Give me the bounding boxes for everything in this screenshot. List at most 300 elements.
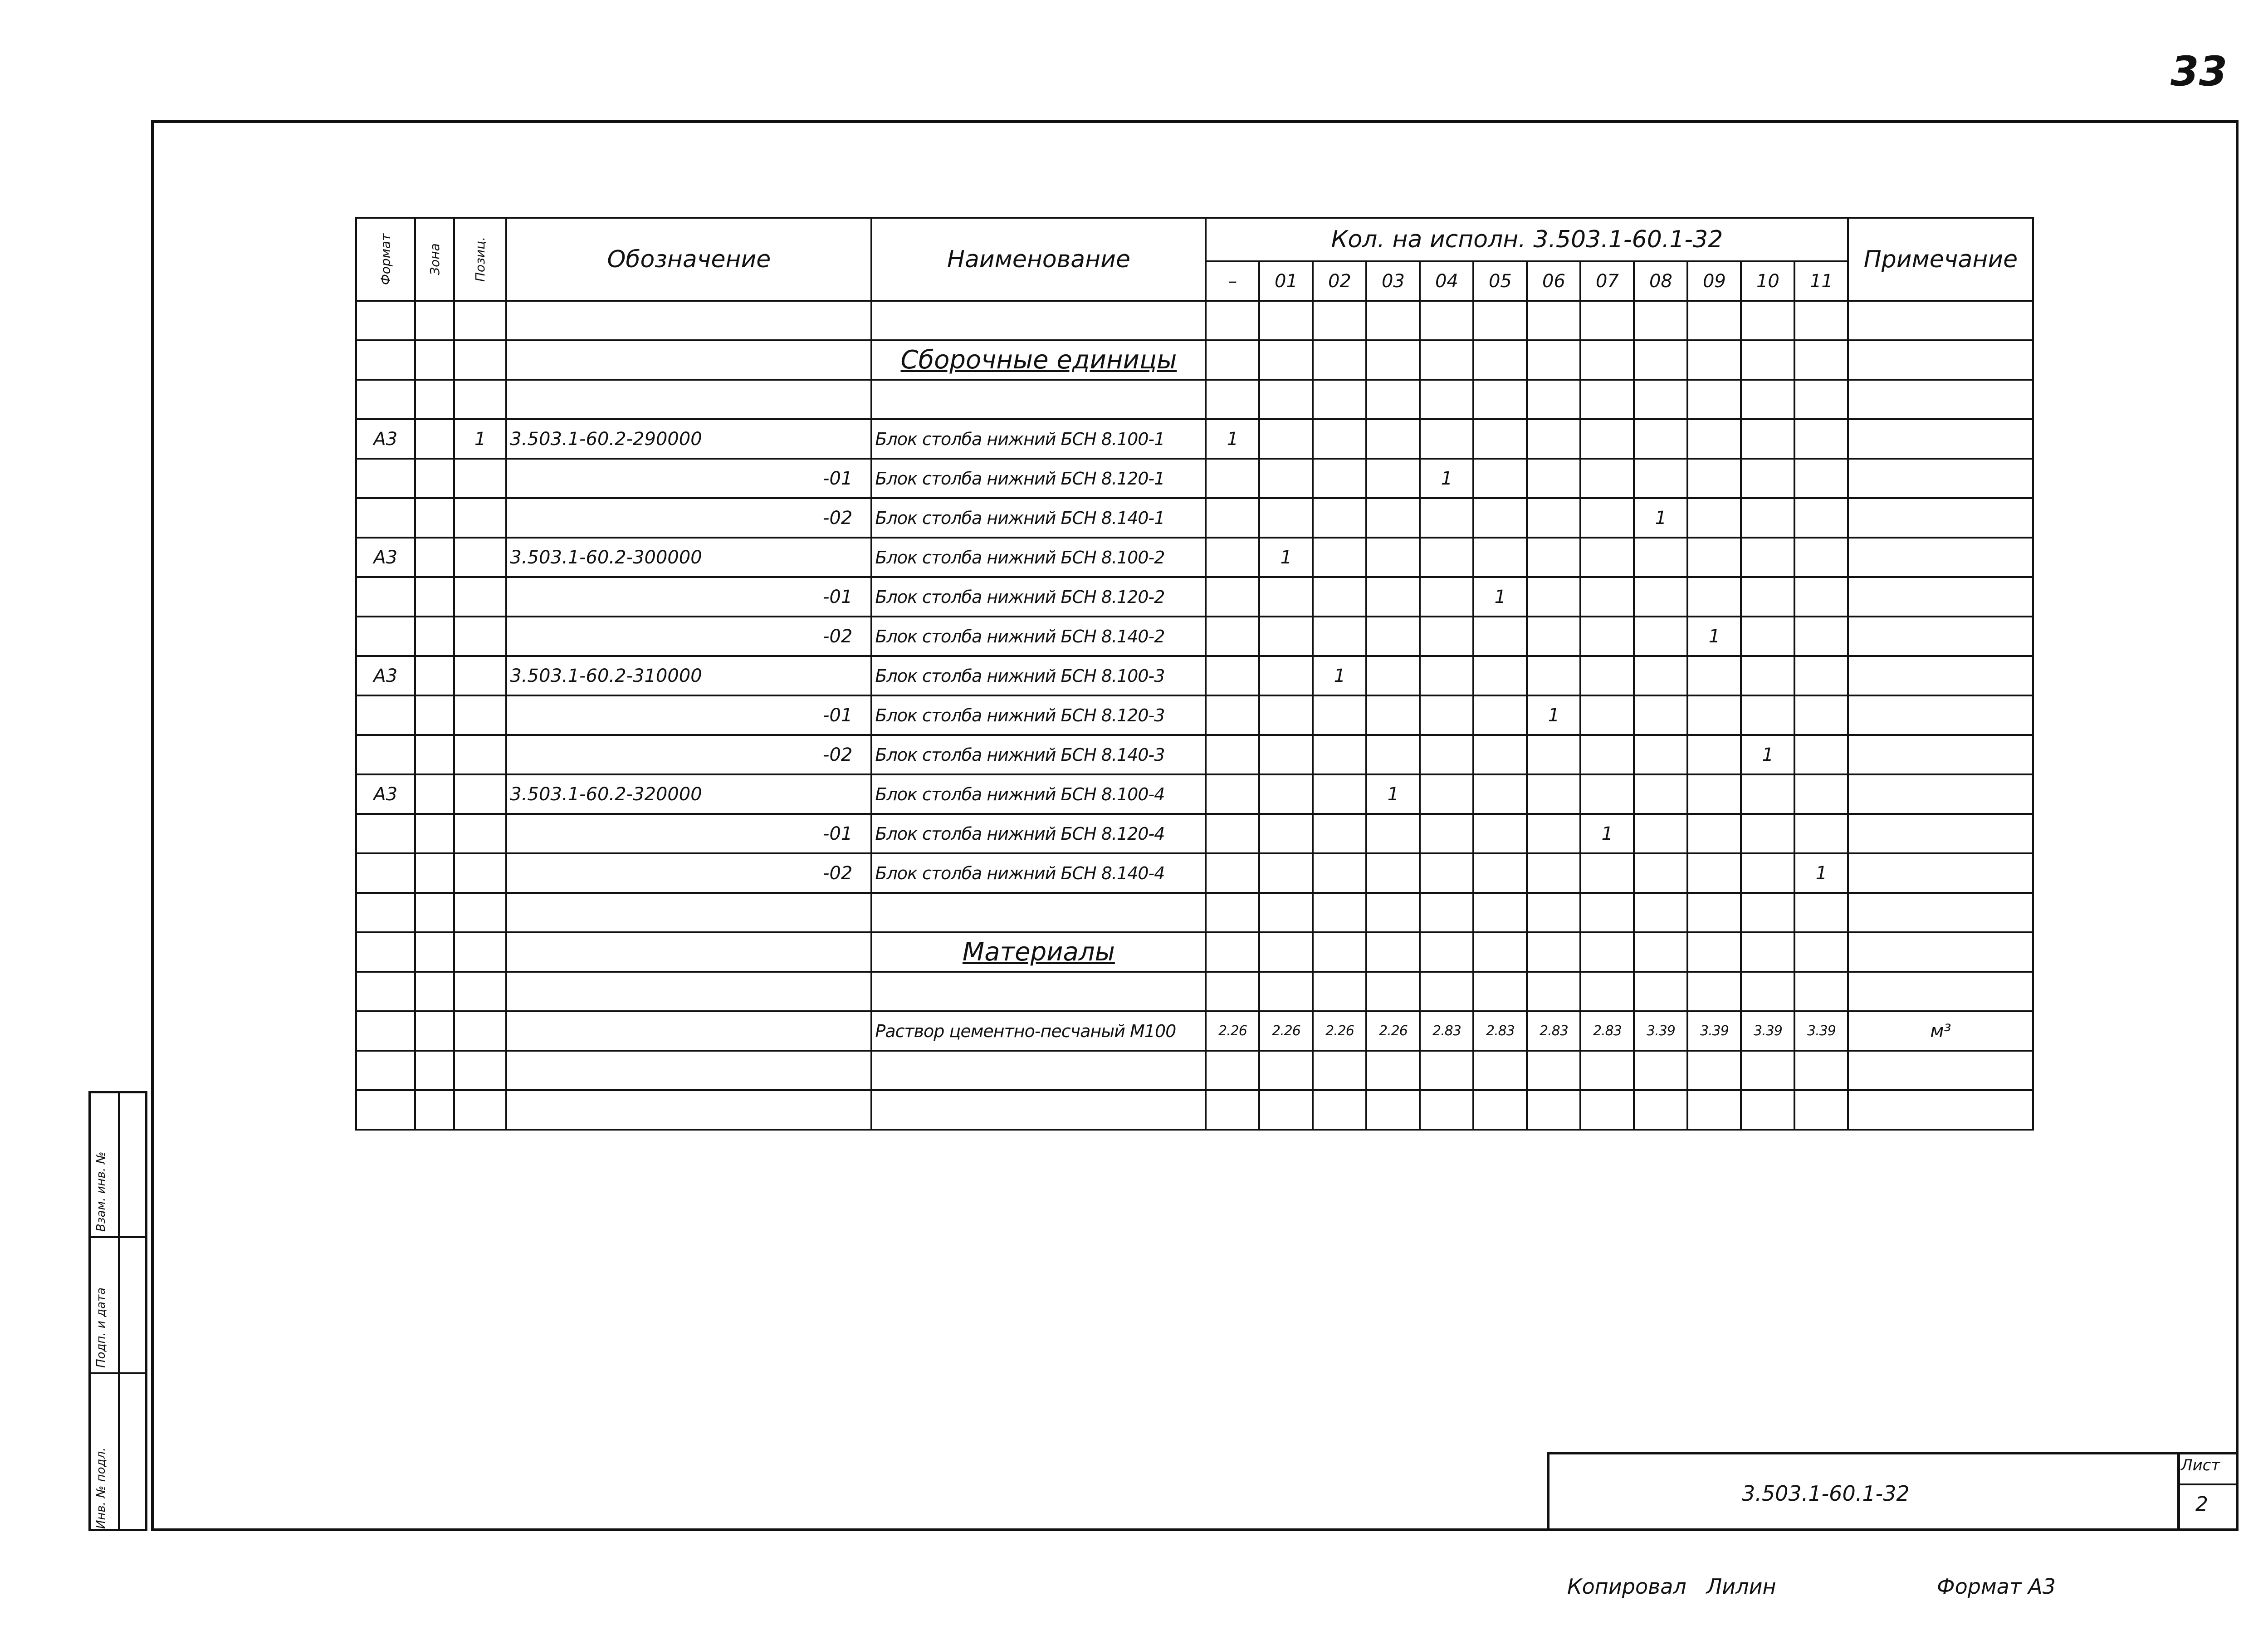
header-exec-10: 10 — [1741, 261, 1794, 301]
cell-name: Блок столба нижний БСН 8.140-3 — [871, 735, 1206, 774]
cell-qty-5 — [1473, 617, 1527, 656]
cell-qty-5 — [1473, 301, 1527, 340]
cell-name: Блок столба нижний БСН 8.140-4 — [871, 853, 1206, 893]
cell-qty-2 — [1313, 1051, 1366, 1090]
cell-qty-8 — [1634, 774, 1687, 814]
cell-qty-1 — [1259, 459, 1313, 498]
header-position: Позиц. — [454, 218, 506, 301]
section-title: Материалы — [871, 932, 1206, 972]
cell-qty-6 — [1527, 340, 1580, 380]
cell-qty-0 — [1206, 380, 1259, 419]
cell-designation: -02 — [506, 853, 871, 893]
cell-qty-2: 1 — [1313, 656, 1366, 695]
cell-qty-10 — [1741, 340, 1794, 380]
cell-designation: 3.503.1-60.2-320000 — [506, 774, 871, 814]
cell-qty-0 — [1206, 340, 1259, 380]
header-exec-2: 02 — [1313, 261, 1366, 301]
cell-qty-4 — [1420, 656, 1473, 695]
cell-qty-5: 2.83 — [1473, 1011, 1527, 1051]
table-row — [356, 853, 2033, 893]
cell-qty-1 — [1259, 340, 1313, 380]
cell-qty-4 — [1420, 498, 1473, 538]
cell-qty-3 — [1366, 301, 1420, 340]
cell-qty-9 — [1687, 774, 1741, 814]
cell-qty-1 — [1259, 617, 1313, 656]
cell-qty-11 — [1794, 538, 1848, 577]
header-exec-5: 05 — [1473, 261, 1527, 301]
cell-position — [454, 380, 506, 419]
cell-note — [1848, 459, 2033, 498]
cell-qty-2 — [1313, 774, 1366, 814]
cell-zone — [415, 301, 455, 340]
cell-qty-0 — [1206, 853, 1259, 893]
cell-designation — [506, 1090, 871, 1130]
cell-name: Блок столба нижний БСН 8.120-2 — [871, 577, 1206, 617]
cell-qty-8 — [1634, 1090, 1687, 1130]
table-row — [356, 617, 2033, 656]
cell-format — [356, 1051, 415, 1090]
cell-qty-4 — [1420, 340, 1473, 380]
cell-qty-6 — [1527, 419, 1580, 459]
cell-position — [454, 617, 506, 656]
cell-qty-6 — [1527, 577, 1580, 617]
cell-qty-9 — [1687, 1051, 1741, 1090]
cell-qty-5 — [1473, 735, 1527, 774]
cell-designation: 3.503.1-60.2-300000 — [506, 538, 871, 577]
cell-note — [1848, 932, 2033, 972]
cell-format: А3 — [356, 419, 415, 459]
cell-qty-7 — [1580, 301, 1634, 340]
cell-qty-7 — [1580, 735, 1634, 774]
cell-qty-6 — [1527, 893, 1580, 932]
cell-qty-3: 1 — [1366, 774, 1420, 814]
cell-designation: -02 — [506, 617, 871, 656]
cell-qty-2: 2.26 — [1313, 1011, 1366, 1051]
cell-qty-3 — [1366, 853, 1420, 893]
material-row — [356, 1011, 2033, 1051]
cell-note — [1848, 893, 2033, 932]
cell-qty-6 — [1527, 656, 1580, 695]
cell-qty-2 — [1313, 459, 1366, 498]
cell-designation — [506, 340, 871, 380]
cell-qty-9 — [1687, 459, 1741, 498]
cell-qty-9: 3.39 — [1687, 1011, 1741, 1051]
cell-qty-1: 2.26 — [1259, 1011, 1313, 1051]
cell-qty-5 — [1473, 340, 1527, 380]
cell-note — [1848, 617, 2033, 656]
cell-qty-11 — [1794, 498, 1848, 538]
cell-qty-6 — [1527, 459, 1580, 498]
cell-qty-4 — [1420, 853, 1473, 893]
cell-qty-0 — [1206, 538, 1259, 577]
cell-format: А3 — [356, 656, 415, 695]
cell-note: м³ — [1848, 1011, 2033, 1051]
cell-qty-3 — [1366, 340, 1420, 380]
cell-designation — [506, 1011, 871, 1051]
cell-qty-5: 1 — [1473, 577, 1527, 617]
cell-qty-10 — [1741, 814, 1794, 853]
cell-qty-1 — [1259, 972, 1313, 1011]
cell-qty-9 — [1687, 1090, 1741, 1130]
cell-qty-9 — [1687, 577, 1741, 617]
cell-designation — [506, 972, 871, 1011]
cell-qty-3 — [1366, 1051, 1420, 1090]
specification-table — [355, 217, 2034, 1131]
cell-qty-11 — [1794, 340, 1848, 380]
cell-qty-2 — [1313, 498, 1366, 538]
cell-qty-4 — [1420, 774, 1473, 814]
corner-mark: 33 — [2170, 48, 2228, 95]
cell-position — [454, 459, 506, 498]
cell-zone — [415, 932, 455, 972]
cell-qty-7 — [1580, 617, 1634, 656]
cell-qty-8 — [1634, 340, 1687, 380]
cell-qty-10 — [1741, 498, 1794, 538]
table-row — [356, 814, 2033, 853]
header-format: Формат — [356, 218, 415, 301]
table-row — [356, 419, 2033, 459]
table-row — [356, 656, 2033, 695]
left-approval-strip — [88, 1091, 147, 1531]
cell-qty-10 — [1741, 301, 1794, 340]
cell-qty-2 — [1313, 814, 1366, 853]
cell-qty-11 — [1794, 972, 1848, 1011]
cell-qty-0 — [1206, 498, 1259, 538]
cell-format — [356, 498, 415, 538]
blank-row — [356, 301, 2033, 340]
cell-zone — [415, 893, 455, 932]
cell-qty-8 — [1634, 695, 1687, 735]
cell-qty-9 — [1687, 538, 1741, 577]
table-row — [356, 538, 2033, 577]
cell-qty-2 — [1313, 1090, 1366, 1130]
cell-qty-11 — [1794, 656, 1848, 695]
cell-qty-2 — [1313, 893, 1366, 932]
cell-qty-10: 3.39 — [1741, 1011, 1794, 1051]
cell-format — [356, 932, 415, 972]
cell-qty-3 — [1366, 1090, 1420, 1130]
cell-qty-0 — [1206, 695, 1259, 735]
cell-zone — [415, 1011, 455, 1051]
cell-qty-1 — [1259, 735, 1313, 774]
cell-qty-10: 1 — [1741, 735, 1794, 774]
cell-qty-3 — [1366, 498, 1420, 538]
cell-zone — [415, 617, 455, 656]
cell-qty-8 — [1634, 932, 1687, 972]
cell-qty-1 — [1259, 577, 1313, 617]
cell-qty-11 — [1794, 577, 1848, 617]
cell-qty-11 — [1794, 301, 1848, 340]
cell-qty-8 — [1634, 419, 1687, 459]
cell-designation — [506, 893, 871, 932]
cell-position — [454, 1011, 506, 1051]
cell-qty-0 — [1206, 617, 1259, 656]
cell-qty-5 — [1473, 695, 1527, 735]
cell-note — [1848, 498, 2033, 538]
header-qty: Кол. на исполн. 3.503.1-60.1-32 — [1206, 218, 1848, 261]
cell-qty-9 — [1687, 340, 1741, 380]
cell-qty-4 — [1420, 695, 1473, 735]
cell-qty-7 — [1580, 972, 1634, 1011]
section-row-assembly — [356, 340, 2033, 380]
cell-note — [1848, 853, 2033, 893]
cell-designation: -02 — [506, 735, 871, 774]
cell-qty-8 — [1634, 538, 1687, 577]
cell-qty-11 — [1794, 380, 1848, 419]
cell-note — [1848, 340, 2033, 380]
cell-qty-4 — [1420, 1090, 1473, 1130]
cell-format — [356, 340, 415, 380]
header-exec-0: – — [1206, 261, 1259, 301]
cell-format — [356, 301, 415, 340]
cell-qty-5 — [1473, 932, 1527, 972]
copied-by: Копировал Лилин — [1567, 1574, 1776, 1599]
cell-qty-0 — [1206, 735, 1259, 774]
cell-zone — [415, 735, 455, 774]
cell-qty-10 — [1741, 538, 1794, 577]
cell-note — [1848, 735, 2033, 774]
cell-designation: 3.503.1-60.2-290000 — [506, 419, 871, 459]
cell-qty-2 — [1313, 380, 1366, 419]
cell-qty-0 — [1206, 932, 1259, 972]
cell-qty-11 — [1794, 774, 1848, 814]
cell-qty-2 — [1313, 419, 1366, 459]
cell-format: А3 — [356, 774, 415, 814]
cell-qty-7 — [1580, 577, 1634, 617]
cell-qty-8 — [1634, 972, 1687, 1011]
cell-position — [454, 340, 506, 380]
cell-qty-3 — [1366, 972, 1420, 1011]
cell-note — [1848, 1051, 2033, 1090]
cell-zone — [415, 814, 455, 853]
cell-qty-0 — [1206, 301, 1259, 340]
cell-qty-9 — [1687, 735, 1741, 774]
cell-qty-11: 1 — [1794, 853, 1848, 893]
cell-name — [871, 893, 1206, 932]
cell-qty-9 — [1687, 893, 1741, 932]
cell-qty-0 — [1206, 814, 1259, 853]
cell-qty-8: 3.39 — [1634, 1011, 1687, 1051]
cell-qty-3 — [1366, 577, 1420, 617]
cell-designation: -01 — [506, 577, 871, 617]
cell-qty-0: 2.26 — [1206, 1011, 1259, 1051]
cell-qty-9: 1 — [1687, 617, 1741, 656]
blank-row — [356, 972, 2033, 1011]
cell-qty-0 — [1206, 459, 1259, 498]
cell-format: А3 — [356, 538, 415, 577]
cell-qty-8 — [1634, 853, 1687, 893]
cell-qty-7 — [1580, 419, 1634, 459]
cell-qty-7 — [1580, 340, 1634, 380]
cell-qty-6 — [1527, 814, 1580, 853]
cell-qty-4 — [1420, 301, 1473, 340]
cell-qty-8 — [1634, 735, 1687, 774]
cell-position — [454, 656, 506, 695]
cell-qty-6 — [1527, 735, 1580, 774]
cell-designation: 3.503.1-60.2-310000 — [506, 656, 871, 695]
cell-qty-6 — [1527, 1051, 1580, 1090]
cell-name: Блок столба нижний БСН 8.100-3 — [871, 656, 1206, 695]
cell-qty-10 — [1741, 380, 1794, 419]
cell-qty-2 — [1313, 340, 1366, 380]
cell-qty-8 — [1634, 617, 1687, 656]
cell-zone — [415, 1090, 455, 1130]
cell-qty-11 — [1794, 695, 1848, 735]
cell-name: Блок столба нижний БСН 8.100-2 — [871, 538, 1206, 577]
table-row — [356, 498, 2033, 538]
cell-qty-6 — [1527, 853, 1580, 893]
cell-name: Раствор цементно-песчаный М100 — [871, 1011, 1206, 1051]
cell-qty-3 — [1366, 617, 1420, 656]
cell-qty-10 — [1741, 853, 1794, 893]
cell-qty-9 — [1687, 695, 1741, 735]
cell-zone — [415, 419, 455, 459]
cell-designation: -01 — [506, 459, 871, 498]
cell-qty-9 — [1687, 419, 1741, 459]
cell-zone — [415, 695, 455, 735]
cell-qty-0 — [1206, 972, 1259, 1011]
section-title: Сборочные единицы — [871, 340, 1206, 380]
header-exec-11: 11 — [1794, 261, 1848, 301]
cell-qty-5 — [1473, 419, 1527, 459]
header-exec-4: 04 — [1420, 261, 1473, 301]
cell-position — [454, 853, 506, 893]
cell-qty-1 — [1259, 419, 1313, 459]
cell-note — [1848, 1090, 2033, 1130]
cell-designation — [506, 1051, 871, 1090]
cell-qty-1 — [1259, 1090, 1313, 1130]
cell-qty-7 — [1580, 774, 1634, 814]
cell-qty-10 — [1741, 1051, 1794, 1090]
header-exec-1: 01 — [1259, 261, 1313, 301]
cell-qty-7 — [1580, 380, 1634, 419]
cell-position — [454, 972, 506, 1011]
cell-qty-6 — [1527, 301, 1580, 340]
cell-note — [1848, 538, 2033, 577]
cell-designation — [506, 932, 871, 972]
cell-zone — [415, 1051, 455, 1090]
cell-qty-7 — [1580, 1090, 1634, 1130]
cell-format — [356, 459, 415, 498]
cell-qty-5 — [1473, 380, 1527, 419]
cell-qty-3 — [1366, 459, 1420, 498]
sheet-number: 2 — [2195, 1493, 2208, 1516]
cell-qty-4 — [1420, 380, 1473, 419]
cell-qty-4 — [1420, 814, 1473, 853]
cell-qty-10 — [1741, 577, 1794, 617]
cell-qty-5 — [1473, 893, 1527, 932]
cell-qty-8 — [1634, 893, 1687, 932]
cell-qty-0: 1 — [1206, 419, 1259, 459]
cell-qty-2 — [1313, 735, 1366, 774]
cell-qty-11 — [1794, 1051, 1848, 1090]
cell-qty-3 — [1366, 380, 1420, 419]
cell-note — [1848, 577, 2033, 617]
strip-label-inv: Инв. № подл. — [94, 1447, 108, 1529]
cell-qty-4 — [1420, 1051, 1473, 1090]
cell-qty-2 — [1313, 538, 1366, 577]
cell-qty-1 — [1259, 893, 1313, 932]
cell-qty-9 — [1687, 498, 1741, 538]
cell-qty-2 — [1313, 695, 1366, 735]
cell-qty-11 — [1794, 459, 1848, 498]
cell-zone — [415, 340, 455, 380]
cell-qty-1 — [1259, 301, 1313, 340]
cell-name: Блок столба нижний БСН 8.140-2 — [871, 617, 1206, 656]
header-exec-9: 09 — [1687, 261, 1741, 301]
cell-qty-5 — [1473, 459, 1527, 498]
cell-qty-0 — [1206, 893, 1259, 932]
cell-qty-4: 1 — [1420, 459, 1473, 498]
header-exec-6: 06 — [1527, 261, 1580, 301]
cell-qty-3 — [1366, 893, 1420, 932]
cell-qty-2 — [1313, 853, 1366, 893]
cell-name — [871, 1051, 1206, 1090]
cell-qty-0 — [1206, 656, 1259, 695]
cell-qty-4 — [1420, 577, 1473, 617]
cell-qty-4: 2.83 — [1420, 1011, 1473, 1051]
cell-format — [356, 814, 415, 853]
cell-qty-6 — [1527, 380, 1580, 419]
cell-zone — [415, 774, 455, 814]
cell-qty-3: 2.26 — [1366, 1011, 1420, 1051]
cell-position — [454, 932, 506, 972]
cell-designation — [506, 380, 871, 419]
cell-qty-10 — [1741, 972, 1794, 1011]
cell-qty-6 — [1527, 498, 1580, 538]
format-label: Формат А3 — [1937, 1574, 2056, 1599]
cell-note — [1848, 380, 2033, 419]
cell-position — [454, 695, 506, 735]
cell-qty-7 — [1580, 893, 1634, 932]
cell-name — [871, 301, 1206, 340]
cell-qty-3 — [1366, 538, 1420, 577]
cell-qty-8 — [1634, 656, 1687, 695]
cell-position: 1 — [454, 419, 506, 459]
cell-qty-2 — [1313, 932, 1366, 972]
cell-format — [356, 617, 415, 656]
cell-qty-7: 2.83 — [1580, 1011, 1634, 1051]
header-zone: Зона — [415, 218, 455, 301]
cell-qty-3 — [1366, 419, 1420, 459]
cell-qty-4 — [1420, 538, 1473, 577]
section-row-materials — [356, 932, 2033, 972]
cell-qty-6 — [1527, 1090, 1580, 1130]
cell-qty-3 — [1366, 735, 1420, 774]
cell-note — [1848, 419, 2033, 459]
header-note: Примечание — [1848, 218, 2033, 301]
cell-qty-7 — [1580, 1051, 1634, 1090]
cell-zone — [415, 498, 455, 538]
cell-name: Блок столба нижний БСН 8.140-1 — [871, 498, 1206, 538]
cell-format — [356, 972, 415, 1011]
cell-qty-8: 1 — [1634, 498, 1687, 538]
cell-qty-9 — [1687, 656, 1741, 695]
header-exec-8: 08 — [1634, 261, 1687, 301]
cell-zone — [415, 656, 455, 695]
header-exec-7: 07 — [1580, 261, 1634, 301]
cell-qty-4 — [1420, 419, 1473, 459]
cell-note — [1848, 774, 2033, 814]
cell-qty-8 — [1634, 814, 1687, 853]
cell-qty-10 — [1741, 617, 1794, 656]
cell-format — [356, 893, 415, 932]
cell-position — [454, 1090, 506, 1130]
cell-qty-7 — [1580, 932, 1634, 972]
blank-row — [356, 1051, 2033, 1090]
cell-position — [454, 774, 506, 814]
cell-qty-11 — [1794, 735, 1848, 774]
